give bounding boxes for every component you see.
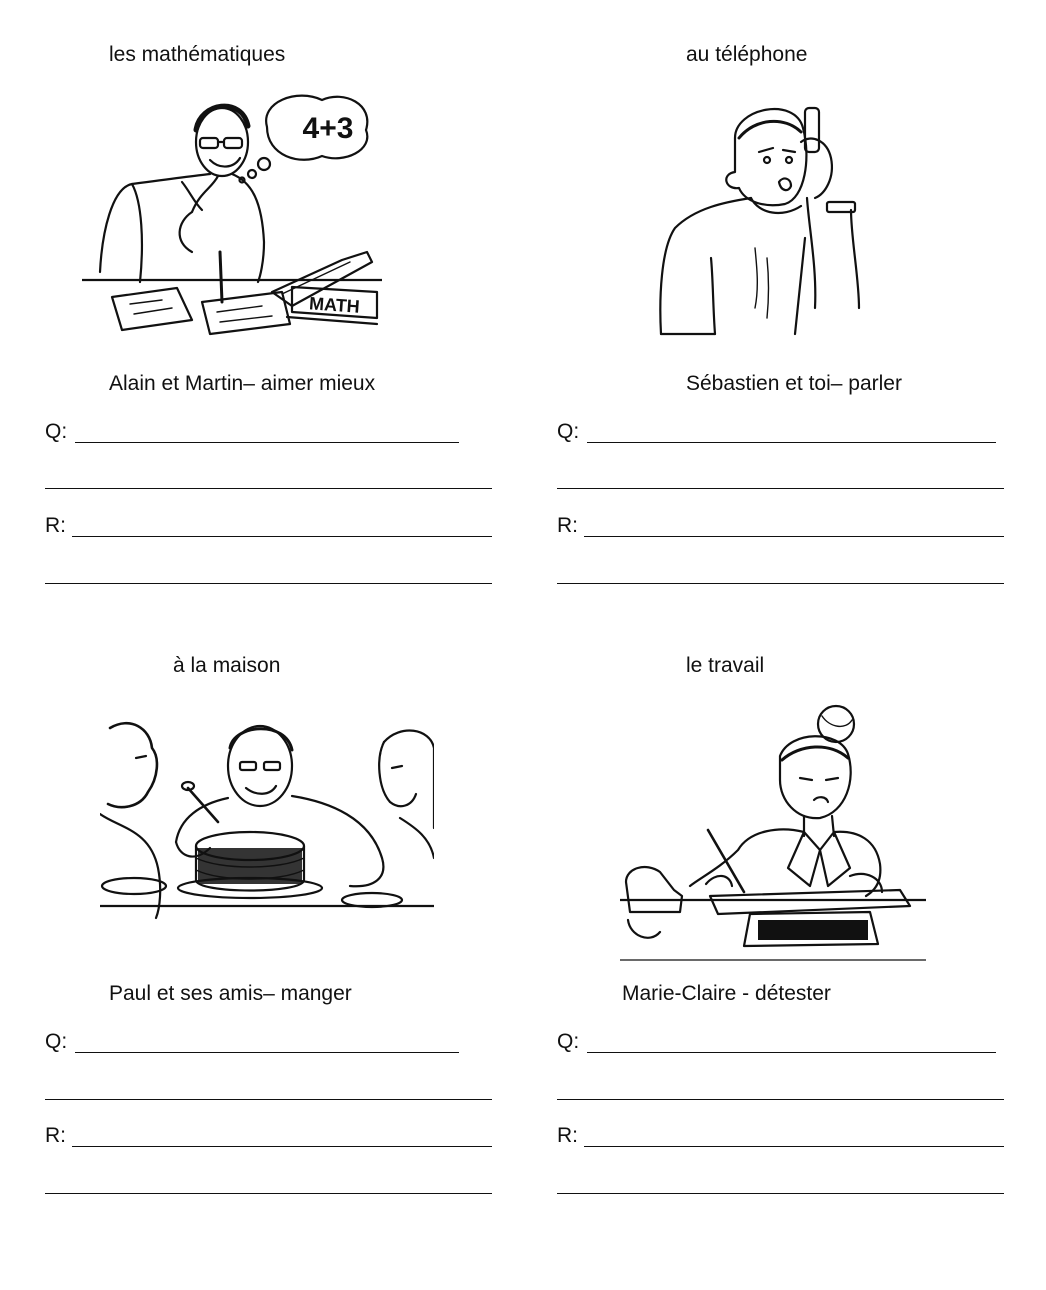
question-label: Q:: [557, 1030, 580, 1053]
response-label: R:: [45, 1124, 66, 1147]
response-label: R:: [557, 514, 578, 537]
prompt-label: Marie-Claire - détester: [622, 982, 831, 1005]
book-label: MATH: [308, 293, 361, 317]
question-answer-line[interactable]: [75, 1052, 459, 1053]
response-answer-line[interactable]: [584, 1146, 1004, 1147]
question-answer-line[interactable]: [587, 1052, 996, 1053]
question-label: Q:: [45, 1030, 68, 1053]
people-eating-cake-icon: [100, 718, 434, 922]
response-answer-line-2[interactable]: [45, 583, 492, 584]
topic-label: au téléphone: [686, 43, 808, 66]
question-answer-line[interactable]: [587, 442, 996, 443]
prompt-label: Paul et ses amis– manger: [109, 982, 352, 1005]
response-answer-line-2[interactable]: [45, 1193, 492, 1194]
topic-label: le travail: [686, 654, 765, 677]
thought-bubble-text: 4+3: [302, 112, 354, 145]
question-answer-line-2[interactable]: [45, 1099, 492, 1100]
woman-working-at-desk-icon: [620, 700, 926, 968]
topic-label: à la maison: [173, 654, 281, 677]
response-answer-line[interactable]: [72, 1146, 492, 1147]
boy-on-phone-icon: [655, 98, 865, 346]
topic-label: les mathématiques: [109, 43, 286, 66]
question-answer-line-2[interactable]: [557, 488, 1004, 489]
response-label: R:: [45, 514, 66, 537]
prompt-label: Alain et Martin– aimer mieux: [109, 372, 376, 395]
student-doing-math-icon: [82, 92, 382, 342]
response-answer-line[interactable]: [72, 536, 492, 537]
question-label: Q:: [557, 420, 580, 443]
question-answer-line-2[interactable]: [557, 1099, 1004, 1100]
question-label: Q:: [45, 420, 68, 443]
response-answer-line[interactable]: [584, 536, 1004, 537]
response-answer-line-2[interactable]: [557, 1193, 1004, 1194]
prompt-label: Sébastien et toi– parler: [686, 372, 902, 395]
question-answer-line-2[interactable]: [45, 488, 492, 489]
response-label: R:: [557, 1124, 578, 1147]
question-answer-line[interactable]: [75, 442, 459, 443]
response-answer-line-2[interactable]: [557, 583, 1004, 584]
